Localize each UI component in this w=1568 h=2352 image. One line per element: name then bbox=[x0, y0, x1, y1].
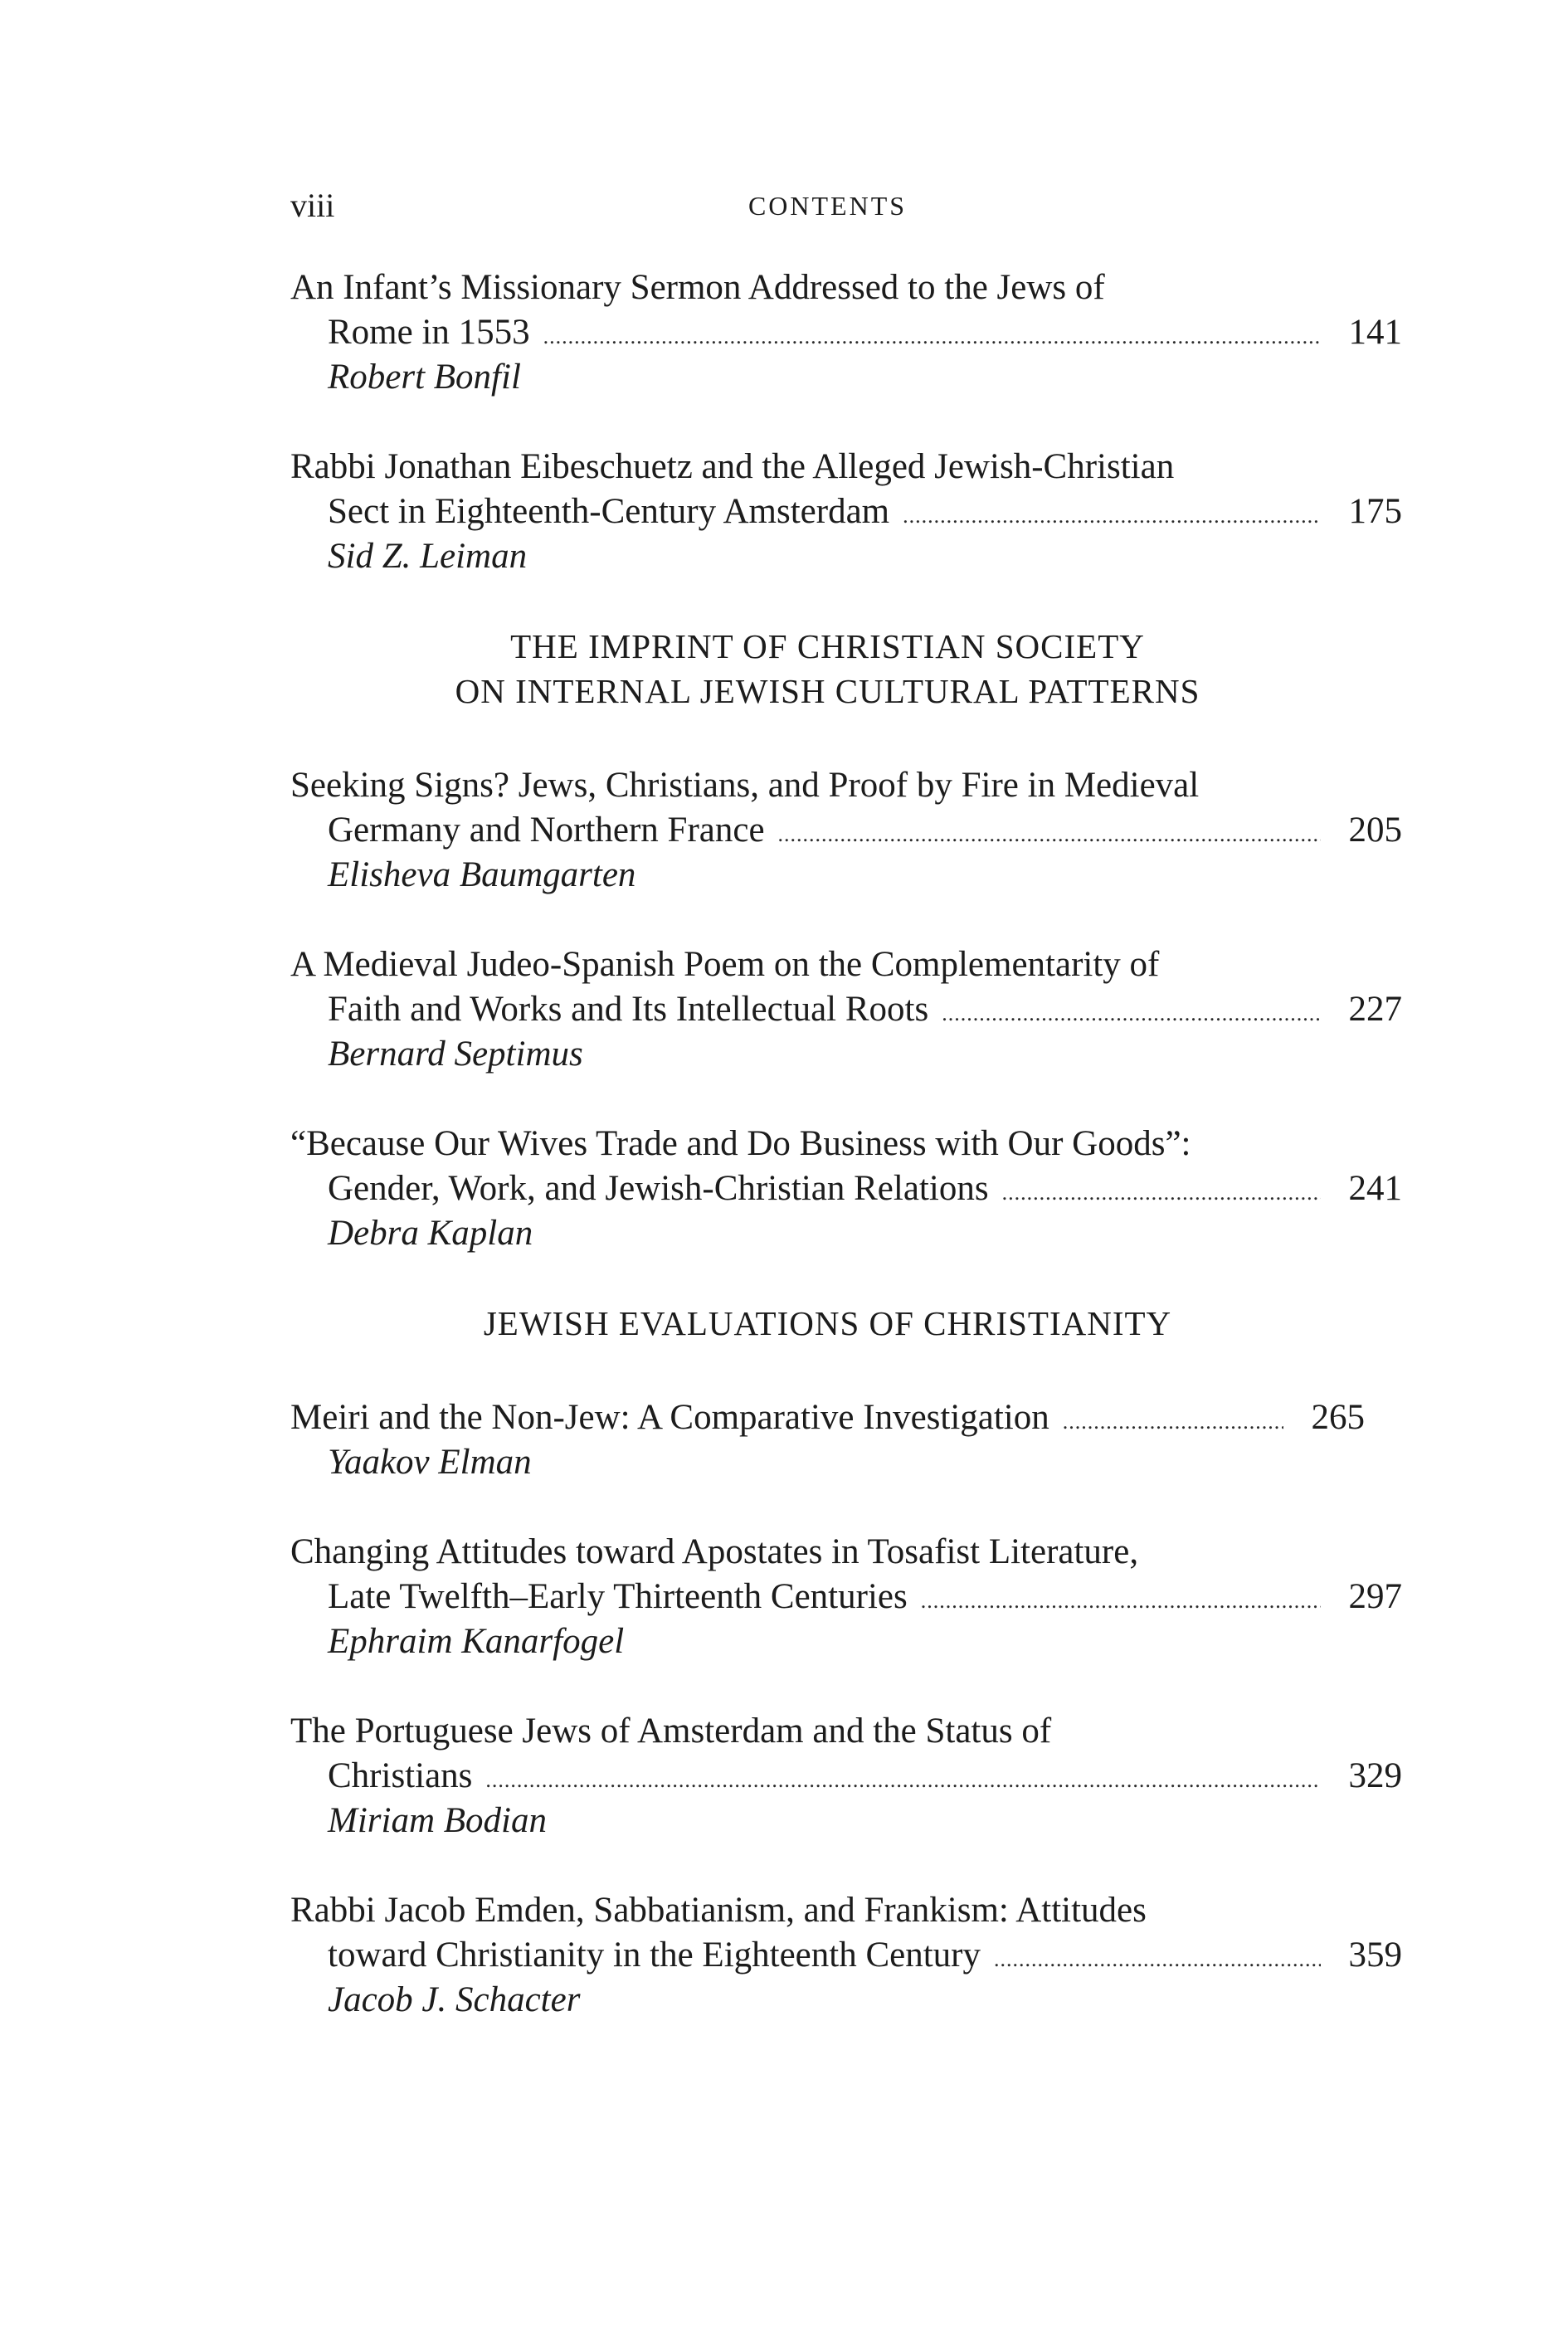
toc-entry bbox=[290, 1122, 1402, 1256]
entry-title-continuation: Germany and Northern France bbox=[328, 811, 765, 850]
entry-author: Sid Z. Leiman bbox=[328, 537, 528, 576]
entry-page-number: 205 bbox=[1348, 811, 1402, 850]
entry-author: Miriam Bodian bbox=[328, 1801, 547, 1840]
entry-page-number: 359 bbox=[1348, 1936, 1402, 1975]
entry-title-continuation: Faith and Works and Its Intellectual Roots bbox=[328, 990, 929, 1029]
toc-entry bbox=[290, 1709, 1402, 1843]
entry-title-line: An Infant’s Missionary Sermon Addressed to the Jews of bbox=[290, 268, 1105, 307]
entry-title-continuation: toward Christianity in the Eighteenth Century bbox=[328, 1936, 981, 1975]
section-heading-line: JEWISH EVALUATIONS OF CHRISTIANITY bbox=[483, 1304, 1172, 1342]
entry-title-continuation: Rome in 1553 bbox=[328, 313, 530, 352]
entry-title-line-with-page bbox=[290, 1754, 1402, 1799]
entry-page-number: 265 bbox=[1311, 1398, 1365, 1437]
entry-author: Jacob J. Schacter bbox=[328, 1980, 581, 2019]
entry-title-line: Seeking Signs? Jews, Christians, and Proof by Fire in Medieval bbox=[290, 766, 1200, 805]
toc-entry bbox=[290, 445, 1402, 579]
dot-leader bbox=[1063, 1400, 1283, 1444]
entry-author: Elisheva Baumgarten bbox=[328, 855, 636, 894]
entry-page-number: 329 bbox=[1348, 1756, 1402, 1795]
entry-title-line: Rabbi Jacob Emden, Sabbatianism, and Frankism: Attitudes bbox=[290, 1891, 1147, 1930]
toc-entry bbox=[290, 763, 1402, 898]
entry-author: Bernard Septimus bbox=[328, 1035, 583, 1074]
toc-entry bbox=[290, 265, 1402, 400]
entry-page-number: 241 bbox=[1348, 1169, 1402, 1208]
entry-title-line-with-page bbox=[290, 1395, 1365, 1440]
entry-page-number: 227 bbox=[1348, 990, 1402, 1029]
entry-page-number: 141 bbox=[1348, 313, 1402, 352]
toc-entry bbox=[290, 942, 1402, 1077]
toc-page bbox=[290, 0, 1402, 2352]
entry-title-line: A Medieval Judeo-Spanish Poem on the Complementarity of bbox=[290, 945, 1160, 984]
entry-title-continuation: Late Twelfth–Early Thirteenth Centuries bbox=[328, 1577, 908, 1616]
entry-title-line: The Portuguese Jews of Amsterdam and the Status of bbox=[290, 1712, 1052, 1751]
section-heading-line: THE IMPRINT OF CHRISTIAN SOCIETY bbox=[510, 627, 1145, 665]
dot-leader bbox=[543, 314, 1321, 359]
entry-title-line-with-page bbox=[290, 489, 1402, 534]
entry-title-continuation: Sect in Eighteenth-Century Amsterdam bbox=[328, 492, 890, 531]
running-head bbox=[290, 181, 1365, 231]
entry-author: Robert Bonfil bbox=[328, 358, 521, 397]
entry-author: Debra Kaplan bbox=[328, 1214, 533, 1253]
dot-leader bbox=[1002, 1171, 1321, 1215]
toc-entry bbox=[290, 1395, 1365, 1485]
dot-leader bbox=[942, 991, 1321, 1036]
dot-leader bbox=[778, 812, 1321, 857]
entry-title-line-with-page bbox=[290, 808, 1402, 853]
entry-title-continuation: Christians bbox=[328, 1756, 473, 1795]
entry-title-line-with-page bbox=[290, 1166, 1402, 1211]
entry-title-continuation: Gender, Work, and Jewish-Christian Relations bbox=[328, 1169, 989, 1208]
toc-entry bbox=[290, 1888, 1402, 2023]
dot-leader bbox=[485, 1758, 1321, 1803]
toc-entry bbox=[290, 1530, 1402, 1664]
entry-title-line: Rabbi Jonathan Eibeschuetz and the Alleged Jewish-Christian bbox=[290, 447, 1175, 486]
dot-leader bbox=[921, 1579, 1321, 1624]
entry-title-line-with-page bbox=[290, 987, 1402, 1032]
section-heading-line: ON INTERNAL JEWISH CULTURAL PATTERNS bbox=[455, 672, 1200, 710]
entry-page-number: 297 bbox=[1348, 1577, 1402, 1616]
section-heading bbox=[290, 624, 1365, 713]
entry-author: Ephraim Kanarfogel bbox=[328, 1622, 625, 1661]
page-folio: viii bbox=[290, 187, 335, 224]
dot-leader bbox=[994, 1937, 1321, 1982]
entry-title-line-with-page bbox=[290, 1933, 1402, 1978]
entry-title-line-with-page bbox=[290, 310, 1402, 355]
entry-title-line-with-page bbox=[290, 1575, 1402, 1619]
section-heading bbox=[290, 1301, 1365, 1346]
entry-author: Yaakov Elman bbox=[328, 1443, 532, 1482]
toc-content bbox=[290, 265, 1402, 2067]
entry-title-line: Meiri and the Non-Jew: A Comparative Investigation bbox=[290, 1398, 1049, 1437]
dot-leader bbox=[903, 494, 1321, 538]
entry-title-line: Changing Attitudes toward Apostates in Tosafist Literature, bbox=[290, 1532, 1139, 1571]
entry-title-line: “Because Our Wives Trade and Do Business with Our Goods”: bbox=[290, 1124, 1191, 1163]
entry-page-number: 175 bbox=[1348, 492, 1402, 531]
running-head-title: CONTENTS bbox=[747, 191, 908, 221]
